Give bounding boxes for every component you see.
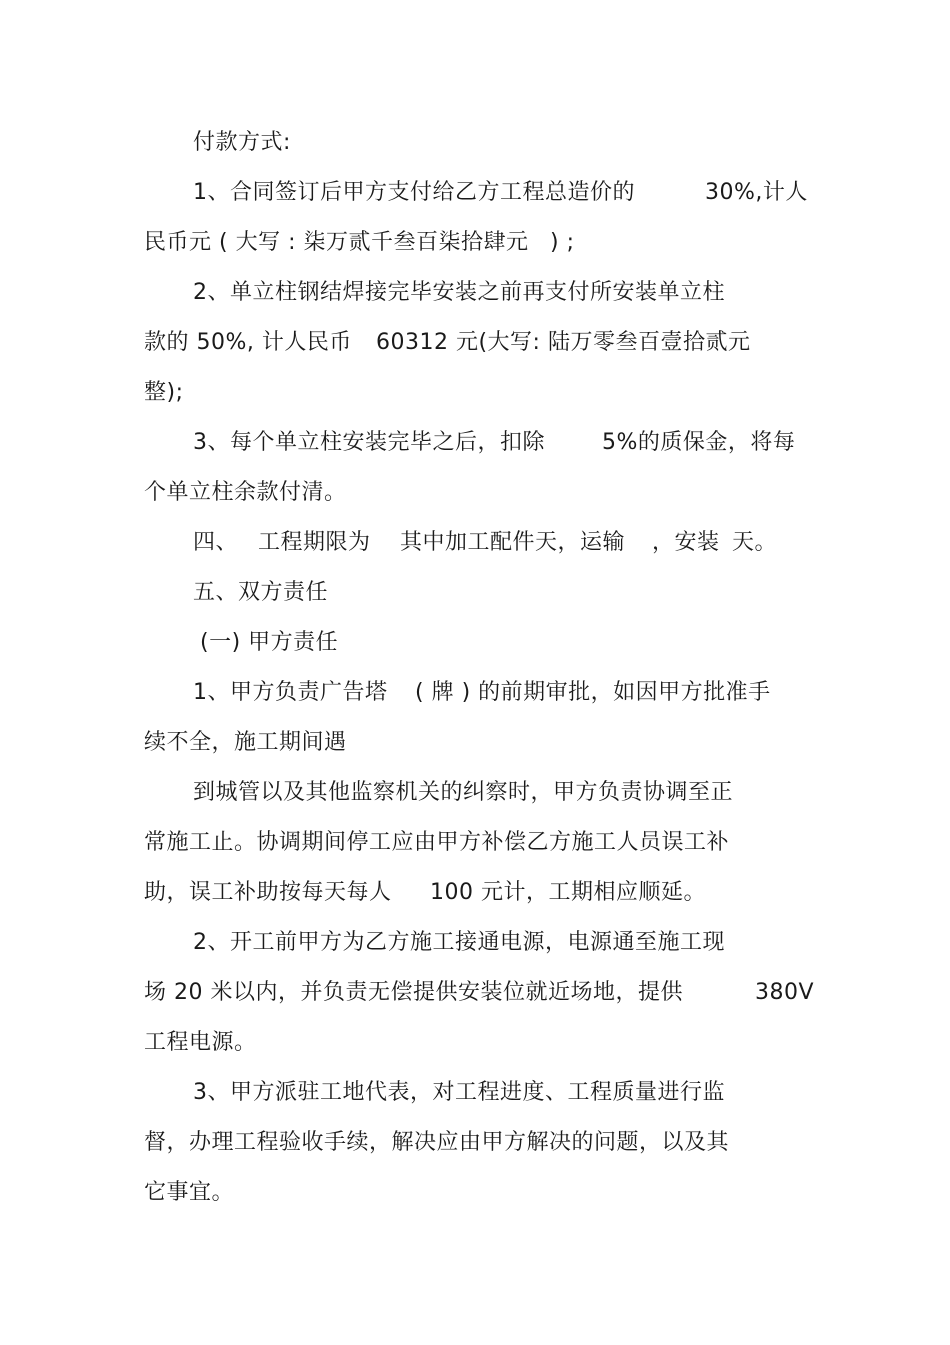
text-line: 个单立柱余款付清。	[144, 480, 347, 505]
text-line: 5%的质保金，将每	[602, 430, 796, 455]
text-line: 工程期限为	[258, 530, 371, 555]
text-line: 其中加工配件天，运输	[400, 530, 626, 555]
text-line: 3、甲方派驻工地代表，对工程进度、工程质量进行监	[193, 1080, 725, 1105]
text-line: 100 元计，工期相应顺延。	[430, 880, 706, 905]
text-line: 民币元 ( 大写 : 柒万贰千叁百柒拾肆元	[144, 230, 529, 255]
text-line: ，安装	[652, 530, 720, 555]
text-line: 2、开工前甲方为乙方施工接通电源，电源通至施工现	[193, 930, 725, 955]
section-heading: 五、双方责任	[193, 580, 329, 605]
text-line: 整);	[144, 380, 184, 405]
text-line: 1、合同签订后甲方支付给乙方工程总造价的	[193, 180, 635, 205]
text-line: 天。	[732, 530, 778, 555]
text-line: 到城管以及其他监察机关的纠察时，甲方负责协调至正	[193, 780, 734, 805]
text-line: 续不全，施工期间遇	[144, 730, 347, 755]
text-line: 付款方式:	[193, 130, 291, 155]
text-line: 督，办理工程验收手续，解决应由甲方解决的问题，以及其	[144, 1130, 730, 1155]
text-line: 60312 元(大写: 陆万零叁百壹拾贰元	[376, 330, 751, 355]
text-line: 1、甲方负责广告塔	[193, 680, 388, 705]
text-line: ( 牌 ) 的前期审批，如因甲方批准手	[415, 680, 771, 705]
text-line: 30%,计人	[705, 180, 808, 205]
text-line: 款的 50%, 计人民币	[144, 330, 352, 355]
text-line: 380V	[755, 980, 815, 1005]
text-line: ) ;	[550, 230, 575, 255]
text-line: 场 20 米以内，并负责无偿提供安装位就近场地，提供	[144, 980, 683, 1005]
text-line: 它事宜。	[144, 1180, 235, 1205]
subsection-heading: (一) 甲方责任	[200, 630, 339, 655]
text-line: 3、每个单立柱安装完毕之后，扣除	[193, 430, 545, 455]
text-line: 2、单立柱钢结焊接完毕安装之前再支付所安装单立柱	[193, 280, 725, 305]
text-line: 工程电源。	[144, 1030, 257, 1055]
text-line: 常施工止。协调期间停工应由甲方补偿乙方施工人员误工补	[144, 830, 730, 855]
text-line: 四、	[193, 530, 239, 555]
text-line: 助，误工补助按每天每人	[144, 880, 392, 905]
